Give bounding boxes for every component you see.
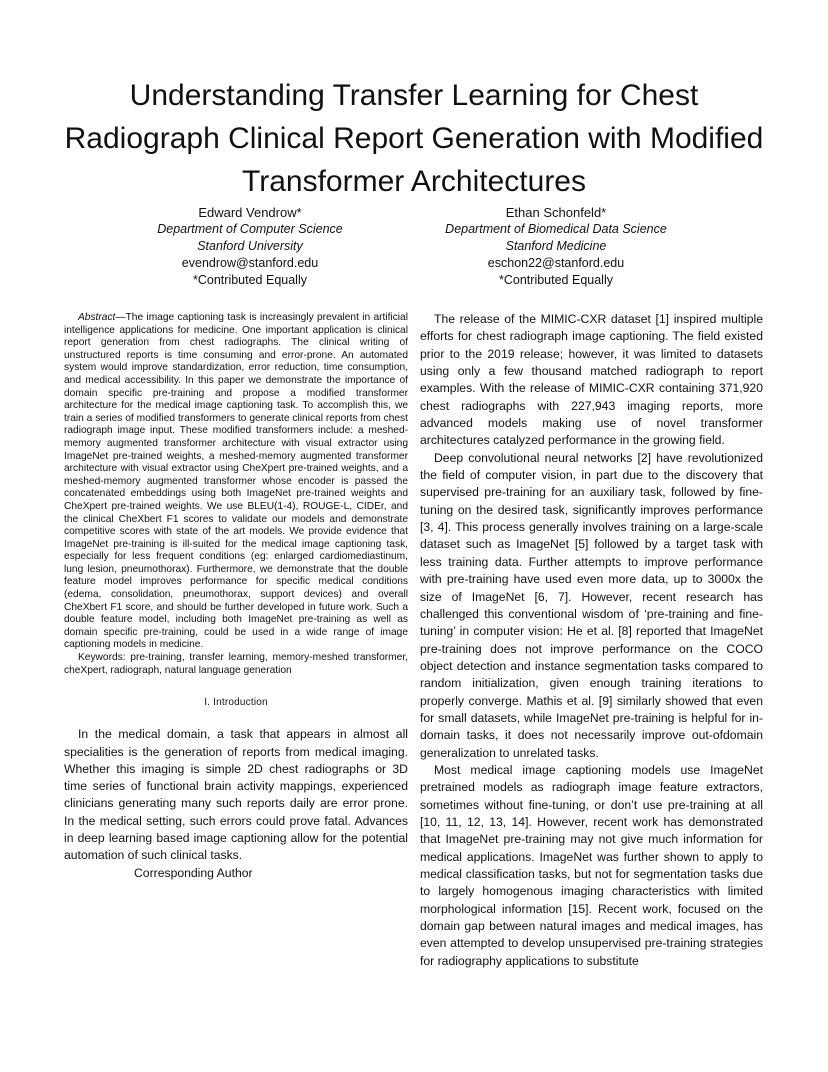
right-column [420,311,763,970]
author-name: Ethan Schonfeld* [505,205,607,220]
body-paragraph: The release of the MIMIC-CXR dataset [1] inspired multiple efforts for chest radiograph image captioning. The field existed prior to the 2019 release; however, it was limited to datasets using only a few thousand matched radiograph to report examples. With the release of MIMIC-CXR containing 371,920 chest radiographs with 227,943 imaging reports, more advanced models making use of novel transformer architectures catalyzed performance in the growing field. [420,312,763,448]
abstract-text: —The image captioning task is increasingly prevalent in artificial intelligence applications for medicine. One important application is clinical report generation from chest radiographs. The clinical writing of unstructured reports is time consuming and error-prone. An automated system would improve standardization, error reduction, time consumption, and medical accessibility. In this paper we demonstrate the importance of domain specific pre-training and propose a modified transformer architecture for the medical image captioning task. To accomplish this, we train a series of modified transformers to generate clinical reports from chest radiograph image input. These modified transformers include: a meshed-memory augmented transformer architecture with visual extractor using ImageNet pre-trained weights, a meshed-memory augmented transformer architecture with visual extractor using CheXpert pre-trained weights, and a meshed-memory augmented transformer whose encoder is passed the concatenated embeddings using both ImageNet pre-trained weights and CheXpert pre-trained weights. We use BLEU(1-4), ROUGE-L, CIDEr, and the clinical CheXbert F1 scores to validate our models and demonstrate competitive scores with state of the art models. We provide evidence that ImageNet pre-training is ill-suited for the medical image captioning task, especially for less frequent conditions (eg: enlarged cardiomediastinum, lung lesion, pneumothorax). Furthermore, we demonstrate that the double feature model improves performance for specific medical conditions (edema, consolidation, pneumothorax, support devices) and overall CheXbert F1 score, and should be further developed in future work. Such a double feature model, including both ImageNet pre-training as well as domain specific pre-training, could be used in a wide range of image captioning models in medicine. [64,312,408,651]
abstract-label: Abstract [78,312,116,323]
intro-paragraph: In the medical domain, a task that appears in almost all specialities is the generation of reports from medical imaging. Whether this imaging is simple 2D chest radiographs or 3D time series of functional brain activity mappings, experienced clinicians generating many such reports daily are error prone. In the medical setting, such errors could prove fatal. Advances in deep learning based image captioning allow for the potential automation of such clinical tasks. [64,727,408,863]
author-department: Department of Computer Science [157,222,343,236]
paper-title: Understanding Transfer Learning for Chest Radiograph Clinical Report Generation with Modified Transformer Architectures [64,79,764,198]
author-email: evendrow@stanford.edu [181,256,319,270]
body-paragraph: Most medical image captioning models use ImageNet pretrained models as radiograph image feature extractors, sometimes without fine-tuning, or don’t use pre-training at all [10, 11, 12, 13, 14]. However, recent work has demonstrated that ImageNet pre-training may not give much information for medical applications. ImageNet was further shown to apply to medical classification tasks, but not for segmentation tasks due to largely homogenous imaging characteristics with limited morphological information [15]. Recent work, focused on the domain gap between natural images and medical images, has even attempted to develop unsupervised pre-training strategies for radiography applications to substitute [420,762,763,968]
author-note: *Contributed Equally [499,273,613,287]
author-institution: Stanford Medicine [505,239,607,253]
section-heading-text: I. Introduction [204,697,268,709]
author-department: Department of Biomedical Data Science [445,222,667,236]
author-name: Edward Vendrow* [198,205,302,220]
abstract [64,312,408,652]
keywords: Keywords: pre-training, transfer learning, memory-meshed transformer, cheXpert, radiograph, natural language generation [64,652,408,676]
author-institution: Stanford University [197,239,303,253]
body-paragraph: Deep convolutional neural networks [2] have revolutionized the field of computer vision, in part due to the discovery that supervised pre-training for an auxiliary task, followed by fine-tuning on the desired task, significantly improves performance [3, 4]. This process generally involves training on a large-scale dataset such as ImageNet [5] followed by a target task with less training data. Further attempts to improve performance with pre-training have used even more data, up to 3000x the size of ImageNet [6, 7]. However, recent research has challenged this conventional wisdom of ‘pre-training and fine-tuning’ in computer vision: He et al. [8] reported that ImageNet pre-training does not improve performance on the COCO object detection and instance segmentation tasks compared to random initialization, given enough training iterations to properly converge. Mathis et al. [9] similarly showed that even for small datasets, while ImageNet pre-training is helpful for in-domain tasks, it does not necessarily improve out-ofdomain generalization to unrelated tasks. [420,450,763,760]
left-column [64,312,408,882]
corresponding-author-note: Corresponding Author [134,865,253,880]
author-note: *Contributed Equally [193,273,307,287]
author-block-1 [100,204,400,289]
author-email: eschon22@stanford.edu [487,256,625,270]
author-block-2 [406,204,706,289]
section-heading-introduction [64,697,408,708]
